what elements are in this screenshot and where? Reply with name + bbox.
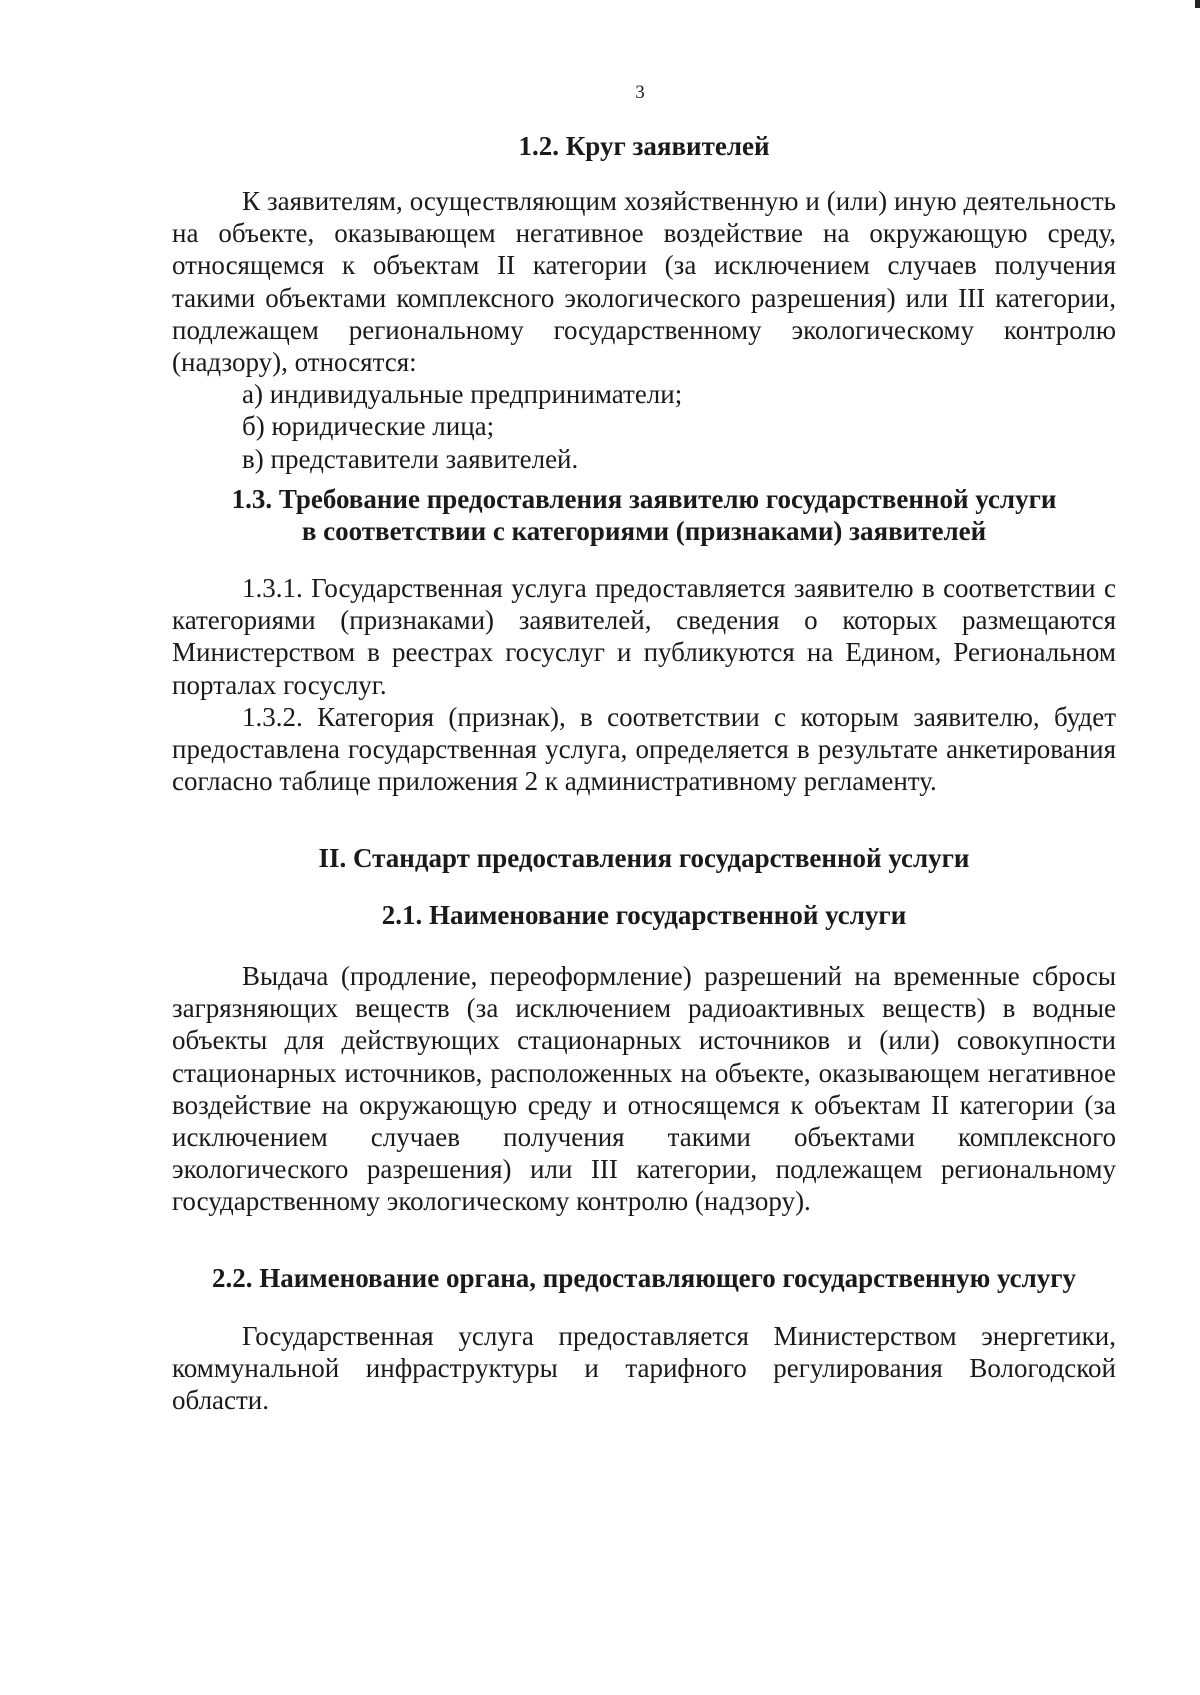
section-1-3-heading bbox=[172, 483, 1116, 547]
section-1-3-body bbox=[172, 572, 1116, 797]
list-item: б) юридические лица; bbox=[242, 411, 495, 442]
section-2-1-body bbox=[172, 960, 1116, 1218]
section-1-2-paragraph: К заявителям, осуществляющим хозяйственную и (или) иную деятельность на объекте, оказывающем негативное воздействие на окружающую среду, относящемся к объектам II категории (за исключением случаев получения такими объектами комплексного экологического разрешения) или III категории, подлежащем региональному государственному экологическому контролю (надзору), относятся: bbox=[172, 186, 1116, 378]
section-2-2-heading: 2.2. Наименование органа, предоставляющего государственную услугу bbox=[211, 1263, 1077, 1293]
page-number: 3 bbox=[635, 82, 645, 103]
section-2-1-heading: 2.1. Наименование государственной услуги bbox=[381, 900, 907, 930]
scan-mark bbox=[1195, 0, 1200, 8]
section-2-2-paragraph: Государственная услуга предоставляется Министерством энергетики, коммунальной инфраструктуры и тарифного регулирования Вологодской области. bbox=[172, 1321, 1116, 1416]
section-1-3-heading-line-2: в соответствии с категориями (признаками) заявителей bbox=[301, 516, 987, 547]
section-1-3-2-paragraph: 1.3.2. Категория (признак), в соответствии с которым заявителю, будет предоставлена государственная услуга, определяется в результате анкетирования согласно таблице приложения 2 к административному регламенту. bbox=[172, 701, 1116, 797]
section-1-3-1-paragraph: 1.3.1. Государственная услуга предоставляется заявителю в соответствии с категориями (признаками) заявителей, сведения о которых размещаются Министерством в реестрах госуслуг и публикуются на Едином, Региональном порталах госуслуг. bbox=[172, 573, 1116, 700]
list-item: в) представители заявителей. bbox=[242, 443, 579, 474]
section-2-heading: II. Стандарт предоставления государственной услуги bbox=[318, 843, 970, 873]
section-1-2-body bbox=[172, 185, 1116, 475]
section-1-2-heading: 1.2. Круг заявителей bbox=[518, 131, 770, 161]
list-item: а) индивидуальные предприниматели; bbox=[242, 379, 683, 410]
section-2-1-paragraph: Выдача (продление, переоформление) разрешений на временные сбросы загрязняющих веществ (за исключением радиоактивных веществ) в водные объекты для действующих стационарных источников и (или) совокупности стационарных источников, расположенных на объекте, оказывающем негативное воздействие на окружающую среду и относящемся к объектам II категории (за исключением случаев получения такими объектами комплексного экологического разрешения) или III категории, подлежащем региональному государственному экологическому контролю (надзору). bbox=[172, 961, 1116, 1217]
section-2-2-body bbox=[172, 1320, 1116, 1417]
section-1-3-heading-line-1: 1.3. Требование предоставления заявителю государственной услуги bbox=[231, 484, 1057, 514]
